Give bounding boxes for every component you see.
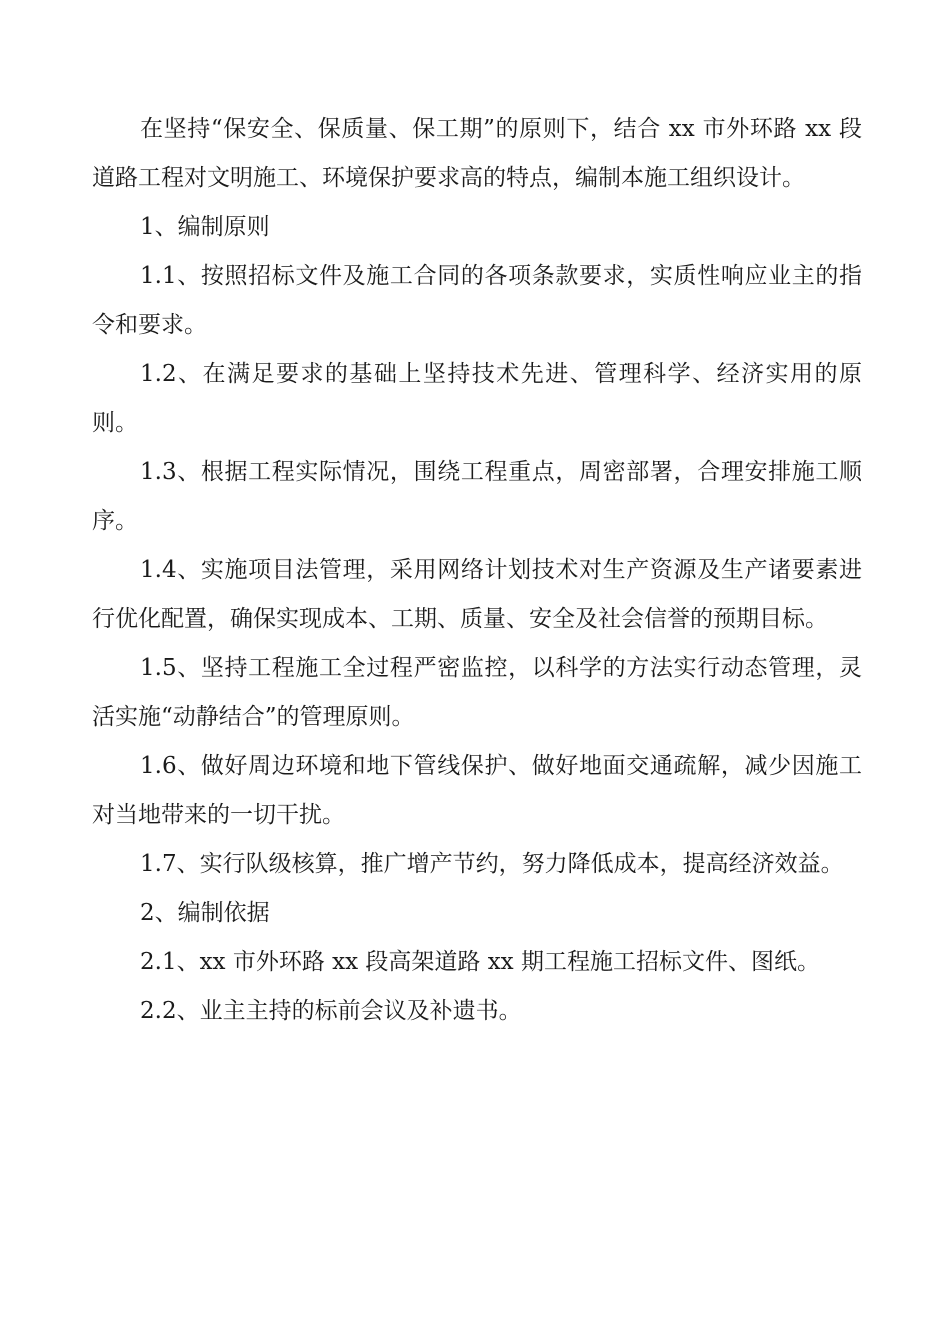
intro-paragraph: 在坚持“保安全、保质量、保工期”的原则下，结合 xx 市外环路 xx 段道路工程对文明施工、环境保护要求高的特点，编制本施工组织设计。 bbox=[92, 116, 862, 191]
principle-1-7: 1.7、实行队级核算，推广增产节约，努力降低成本，提高经济效益。 bbox=[140, 851, 844, 877]
principle-1-3: 1.3、根据工程实际情况，围绕工程重点，周密部署，合理安排施工顺序。 bbox=[92, 459, 862, 534]
basis-2-1: 2.1、xx 市外环路 xx 段高架道路 xx 期工程施工招标文件、图纸。 bbox=[140, 949, 820, 975]
basis-2-2: 2.2、业主主持的标前会议及补遗书。 bbox=[140, 998, 522, 1024]
document-page bbox=[92, 105, 862, 1036]
section-heading-basis: 2、编制依据 bbox=[140, 900, 270, 926]
principle-1-2: 1.2、在满足要求的基础上坚持技术先进、管理科学、经济实用的原则。 bbox=[92, 361, 862, 436]
principle-1-4: 1.4、实施项目法管理，采用网络计划技术对生产资源及生产诸要素进行优化配置，确保实现成本、工期、质量、安全及社会信誉的预期目标。 bbox=[92, 557, 862, 632]
principle-1-6: 1.6、做好周边环境和地下管线保护、做好地面交通疏解，减少因施工对当地带来的一切干扰。 bbox=[92, 753, 862, 828]
principle-1-1: 1.1、按照招标文件及施工合同的各项条款要求，实质性响应业主的指令和要求。 bbox=[92, 263, 862, 338]
section-heading-principles: 1、编制原则 bbox=[140, 214, 270, 240]
principle-1-5: 1.5、坚持工程施工全过程严密监控，以科学的方法实行动态管理，灵活实施“动静结合”的管理原则。 bbox=[92, 655, 862, 730]
